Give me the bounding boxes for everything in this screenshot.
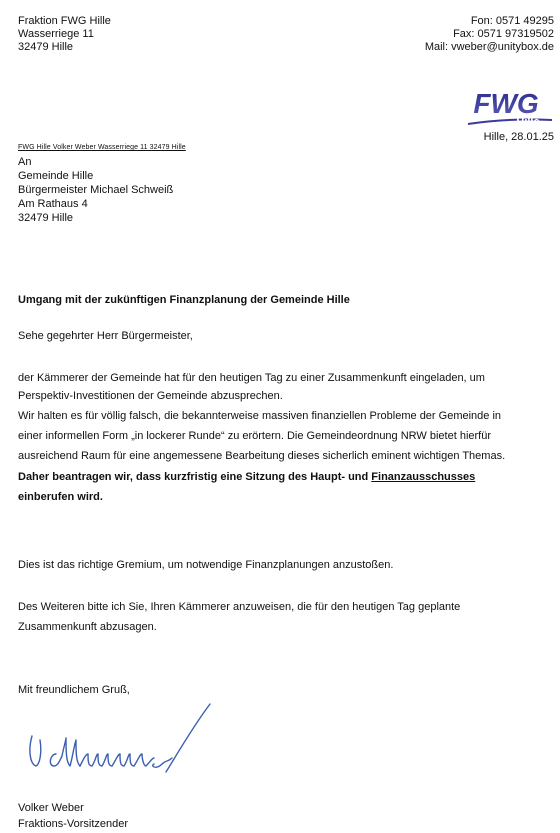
paragraph-line: der Kämmerer der Gemeinde hat für den heutigen Tag zu einer Zusammenkunft eingeladen, um xyxy=(18,372,485,384)
signer-title: Fraktions-Vorsitzender xyxy=(18,818,129,830)
recipient-line: Am Rathaus 4 xyxy=(18,198,88,210)
recipient-address xyxy=(18,155,173,225)
paragraph-3-request xyxy=(18,467,554,507)
committee-name: Finanzausschusses xyxy=(371,471,476,483)
logo-text: FWG xyxy=(473,88,539,119)
contact-mail: Mail: vweber@unitybox.de xyxy=(424,41,554,53)
request-text: Daher beantragen wir, dass kurzfristig eine Sitzung des Haupt- und xyxy=(18,471,372,483)
return-address-line: FWG Hille Volker Weber Wasserriege 11 32479 Hille xyxy=(18,144,186,151)
paragraph-2 xyxy=(18,406,554,466)
signer-name: Volker Weber xyxy=(18,802,84,814)
sender-street: Wasserriege 11 xyxy=(18,28,94,40)
recipient-line: Bürgermeister Michael Schweiß xyxy=(18,184,174,196)
fwg-logo xyxy=(462,88,554,128)
signer-block xyxy=(18,800,128,832)
closing-phrase: Mit freundlichem Gruß, xyxy=(18,684,130,696)
paragraph-4: Dies ist das richtige Gremium, um notwendige Finanzplanungen anzustoßen. xyxy=(18,559,394,571)
logo-subtext: Hille xyxy=(516,116,540,128)
sender-name: Fraktion FWG Hille xyxy=(18,15,111,27)
paragraph-line: Wir halten es für völlig falsch, die bekannterweise massiven finanziellen Probleme der Gemeinde in xyxy=(18,410,502,422)
paragraph-line: einberufen wird. xyxy=(18,491,103,503)
contact-fax: Fax: 0571 97319502 xyxy=(453,28,554,40)
handwritten-signature xyxy=(26,700,216,782)
paragraph-1 xyxy=(18,368,554,406)
paragraph-5 xyxy=(18,597,554,637)
paragraph-line: ausreichend Raum für eine angemessene Bearbeitung dieses sicherlich eminent wichtigen Themas. xyxy=(18,450,506,462)
letter-date: Hille, 28.01.25 xyxy=(483,131,554,143)
paragraph-line: Des Weiteren bitte ich Sie, Ihren Kämmerer anzuweisen, die für den heutigen Tag geplante xyxy=(18,601,461,613)
paragraph-line: einer informellen Form „in lockerer Runde“ zu erörtern. Die Gemeindeordnung NRW bietet hierfür xyxy=(18,430,491,442)
recipient-line: An xyxy=(18,156,32,168)
sender-city: 32479 Hille xyxy=(18,41,74,53)
letter-subject: Umgang mit der zukünftigen Finanzplanung der Gemeinde Hille xyxy=(18,294,350,306)
sender-address-block xyxy=(18,15,111,54)
paragraph-line: Perspektiv-Investitionen der Gemeinde abzusprechen. xyxy=(18,390,283,402)
salutation: Sehe gegehrter Herr Bürgermeister, xyxy=(18,330,193,342)
paragraph-line: Zusammenkunft abzusagen. xyxy=(18,621,157,633)
contact-block xyxy=(425,15,554,54)
paragraph-line xyxy=(18,467,554,487)
recipient-line: Gemeinde Hille xyxy=(18,170,94,182)
recipient-line: 32479 Hille xyxy=(18,212,74,224)
contact-phone: Fon: 0571 49295 xyxy=(470,15,554,27)
